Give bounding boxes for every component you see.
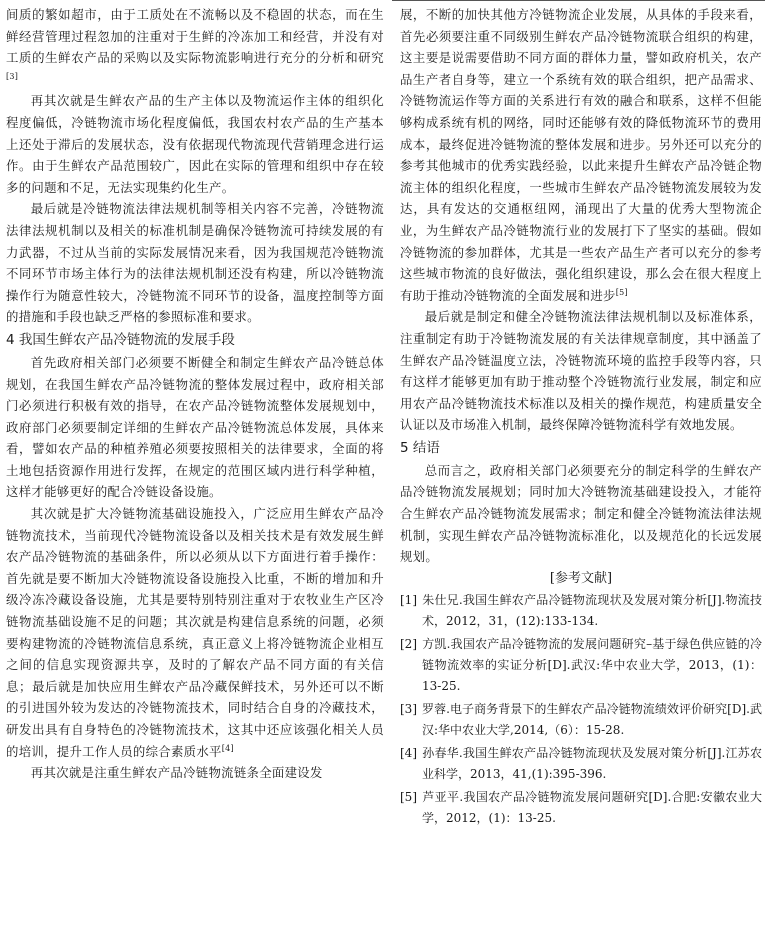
reference-text: 方凯.我国农产品冷链物流的发展问题研究–基于绿色供应链的冷链物流效率的实证分析[D].武汉:华中农业大学，2013，(1)：13-25. [422, 636, 762, 693]
reference-text: 孙春华.我国生鲜农产品冷链物流现状及发展对策分析[J].江苏农业科学，2013，41,(1):395-396. [422, 745, 762, 781]
reference-item [400, 634, 762, 697]
citation-4: [4] [221, 743, 234, 753]
right-column [400, 4, 762, 831]
left-paragraph-4: 首先政府相关部门必须要不断健全和制定生鲜农产品冷链总体规划，在我国生鲜农产品冷链物流的整体发展过程中，政府相关部门必须进行积极有效的指导，在农产品冷链物流整体发展规划中，政府部门必须要制定详细的生鲜农产品冷链物流总体发展，具体来看，譬如农产品的种植养殖必须要按照相关的法律要求，全面的将土地包括资源作用进行发挥，在规定的范围区域内进行科学种植，这样才能够更好的配合冷链设备设施。 [6, 354, 384, 500]
left-paragraph-3: 最后就是冷链物流法律法规机制等相关内容不完善，冷链物流法律法规机制以及相关的标准机制是确保冷链物流可持续发展的有力武器，不过从当前的实际发展情况来看，因为我国规范冷链物流不同环节市场主体行为的法律法规机制还没有构建，所以冷链物流操作行为随意性较大，冷链物流不同环节的设备，温度控制等方面的措施和手段也缺乏严格的参照标准和要求。 [6, 201, 384, 325]
reference-number: [1] [400, 592, 417, 607]
reference-text: 芦亚平.我国农产品冷链物流发展问题研究[D].合肥:安徽农业大学，2012，(1)：13-25. [422, 789, 762, 825]
right-paragraph-2: 最后就是制定和健全冷链物流法律法规机制以及标准体系，注重制定有助于冷链物流发展的有关法律规章制度，其中涵盖了生鲜农产品冷链温度立法，冷链物流环境的监控手段等内容，只有这样才能够更加有助于推动整个冷链物流行业发展，制定和应用农产品冷链物流技术标准以及相关的操作规范，构建质量安全认证以及市场准入机制，最终保障冷链物流科学有效地发展。 [400, 309, 762, 433]
right-paragraph-3: 总而言之，政府相关部门必须要充分的制定科学的生鲜农产品冷链物流发展规划；同时加大冷链物流基础建设投入，才能符合生鲜农产品冷链物流发展需求；制定和健全冷链物流法律法规机制，实现生鲜农产品冷链物流标准化，以及规范化的长远发展规划。 [400, 462, 762, 565]
section-heading-4: 4 我国生鲜农产品冷链物流的发展手段 [6, 331, 235, 348]
reference-item [400, 743, 762, 785]
left-paragraph-5 [6, 503, 384, 762]
section-heading-5: 5 结语 [400, 439, 440, 456]
citation-3: [3] [6, 71, 19, 81]
right-paragraph-1 [400, 4, 762, 306]
reference-text: 朱仕兄.我国生鲜农产品冷链物流现状及发展对策分析[J].物流技术，2012，31，(12):133-134. [422, 592, 762, 628]
citation-5: [5] [615, 287, 628, 297]
reference-number: [3] [400, 701, 417, 716]
right-paragraph-1-text: 展，不断的加快其他方冷链物流企业发展，从具体的手段来看，首先必须要注重不同级别生鲜农产品冷链物流联合组织的构建，这主要是说需要借助不同方面的群体力量，譬如政府机关，农产品生产者自身等，建立一个系统有效的联合组织，把产品需求、冷链物流运作等方面的关系进行有效的融合和联系，这样不但能够构成系统有机的网络，同时还能够有效的降低物流环节的费用成本，最终促进冷链物流的整体发展和进步。另外还可以充分的参考其他城市的优秀实践经验，以此来提升生鲜农产品冷链企物流主体的组织化程度，一些城市生鲜农产品冷链物流发展较为发达，具有发达的交通枢纽网，涌现出了大量的优秀大型物流企业，为生鲜农产品冷链物流行业的发展打下了坚实的基础。假如冷链物流的参加群体，尤其是一些农产品生产者可以充分的参考这些城市物流的良好做法，强化组织建设，那么会在很大程度上有助于推动冷链物流的全面发展和进步 [400, 7, 762, 303]
reference-text: 罗蓉.电子商务背景下的生鲜农产品冷链物流绩效评价研究[D].武汉:华中农业大学,2014,（6）：15-28. [422, 701, 762, 737]
references-list [400, 590, 762, 829]
top-rule [392, 0, 765, 1]
left-paragraph-6: 再其次就是注重生鲜农产品冷链物流链条全面建设发 [30, 765, 323, 781]
reference-item [400, 787, 762, 829]
left-column [6, 4, 384, 784]
left-paragraph-2: 再其次就是生鲜农产品的生产主体以及物流运作主体的组织化程度偏低，冷链物流市场化程度偏低，我国农村农产品的生产基本上还处于滞后的发展状态，没有依据现代物流现代营销理念进行运作。由于生鲜农产品范围较广，因此在实际的管理和组织中存在较多的问题和不足，无法实现集约化生产。 [6, 93, 384, 195]
reference-number: [5] [400, 789, 417, 804]
left-paragraph-1-text: 间质的繁如超市，由于工质处在不流畅以及不稳固的状态，而在生鲜经营管理过程忽加的注重对于生鲜的冷冻加工和经营，并没有对工质的生鲜农产品的采购以及实际物流影响进行充分的分析和研究 [6, 7, 384, 66]
reference-item [400, 590, 762, 632]
reference-number: [2] [400, 636, 417, 651]
reference-item [400, 699, 762, 741]
reference-number: [4] [400, 745, 417, 760]
left-paragraph-1 [6, 4, 384, 90]
left-paragraph-5-text: 其次就是扩大冷链物流基础设施投入，广泛应用生鲜农产品冷链物流技术，当前现代冷链物流设备以及相关技术是有效发展生鲜农产品冷链物流的基础条件，所以必须从以下方面进行着手操作：首先就是要不断加大冷链物流设备设施投入比重，不断的增加和升级冷冻冷藏设备设施，尤其是要特别特别注重对于农牧业生产区冷链物流基础设施不足的问题；其次就是构建信息系统的问题，必须要构建物流的冷链物流信息系统，真正意义上将冷链物流企业相互之间的信息实现资源共享，及时的了解农产品不同方面的有关信息；最后就是加快应用生鲜农产品冷藏保鲜技术，另外还可以不断的引进国外较为发达的冷链物流技术，同时结合自身的冷藏技术，研发出具有自身特色的冷链物流技术，这其中还应该强化相关人员的培训，提升工作人员的综合素质水平 [6, 506, 384, 759]
references-title: [参考文献] [549, 570, 613, 586]
